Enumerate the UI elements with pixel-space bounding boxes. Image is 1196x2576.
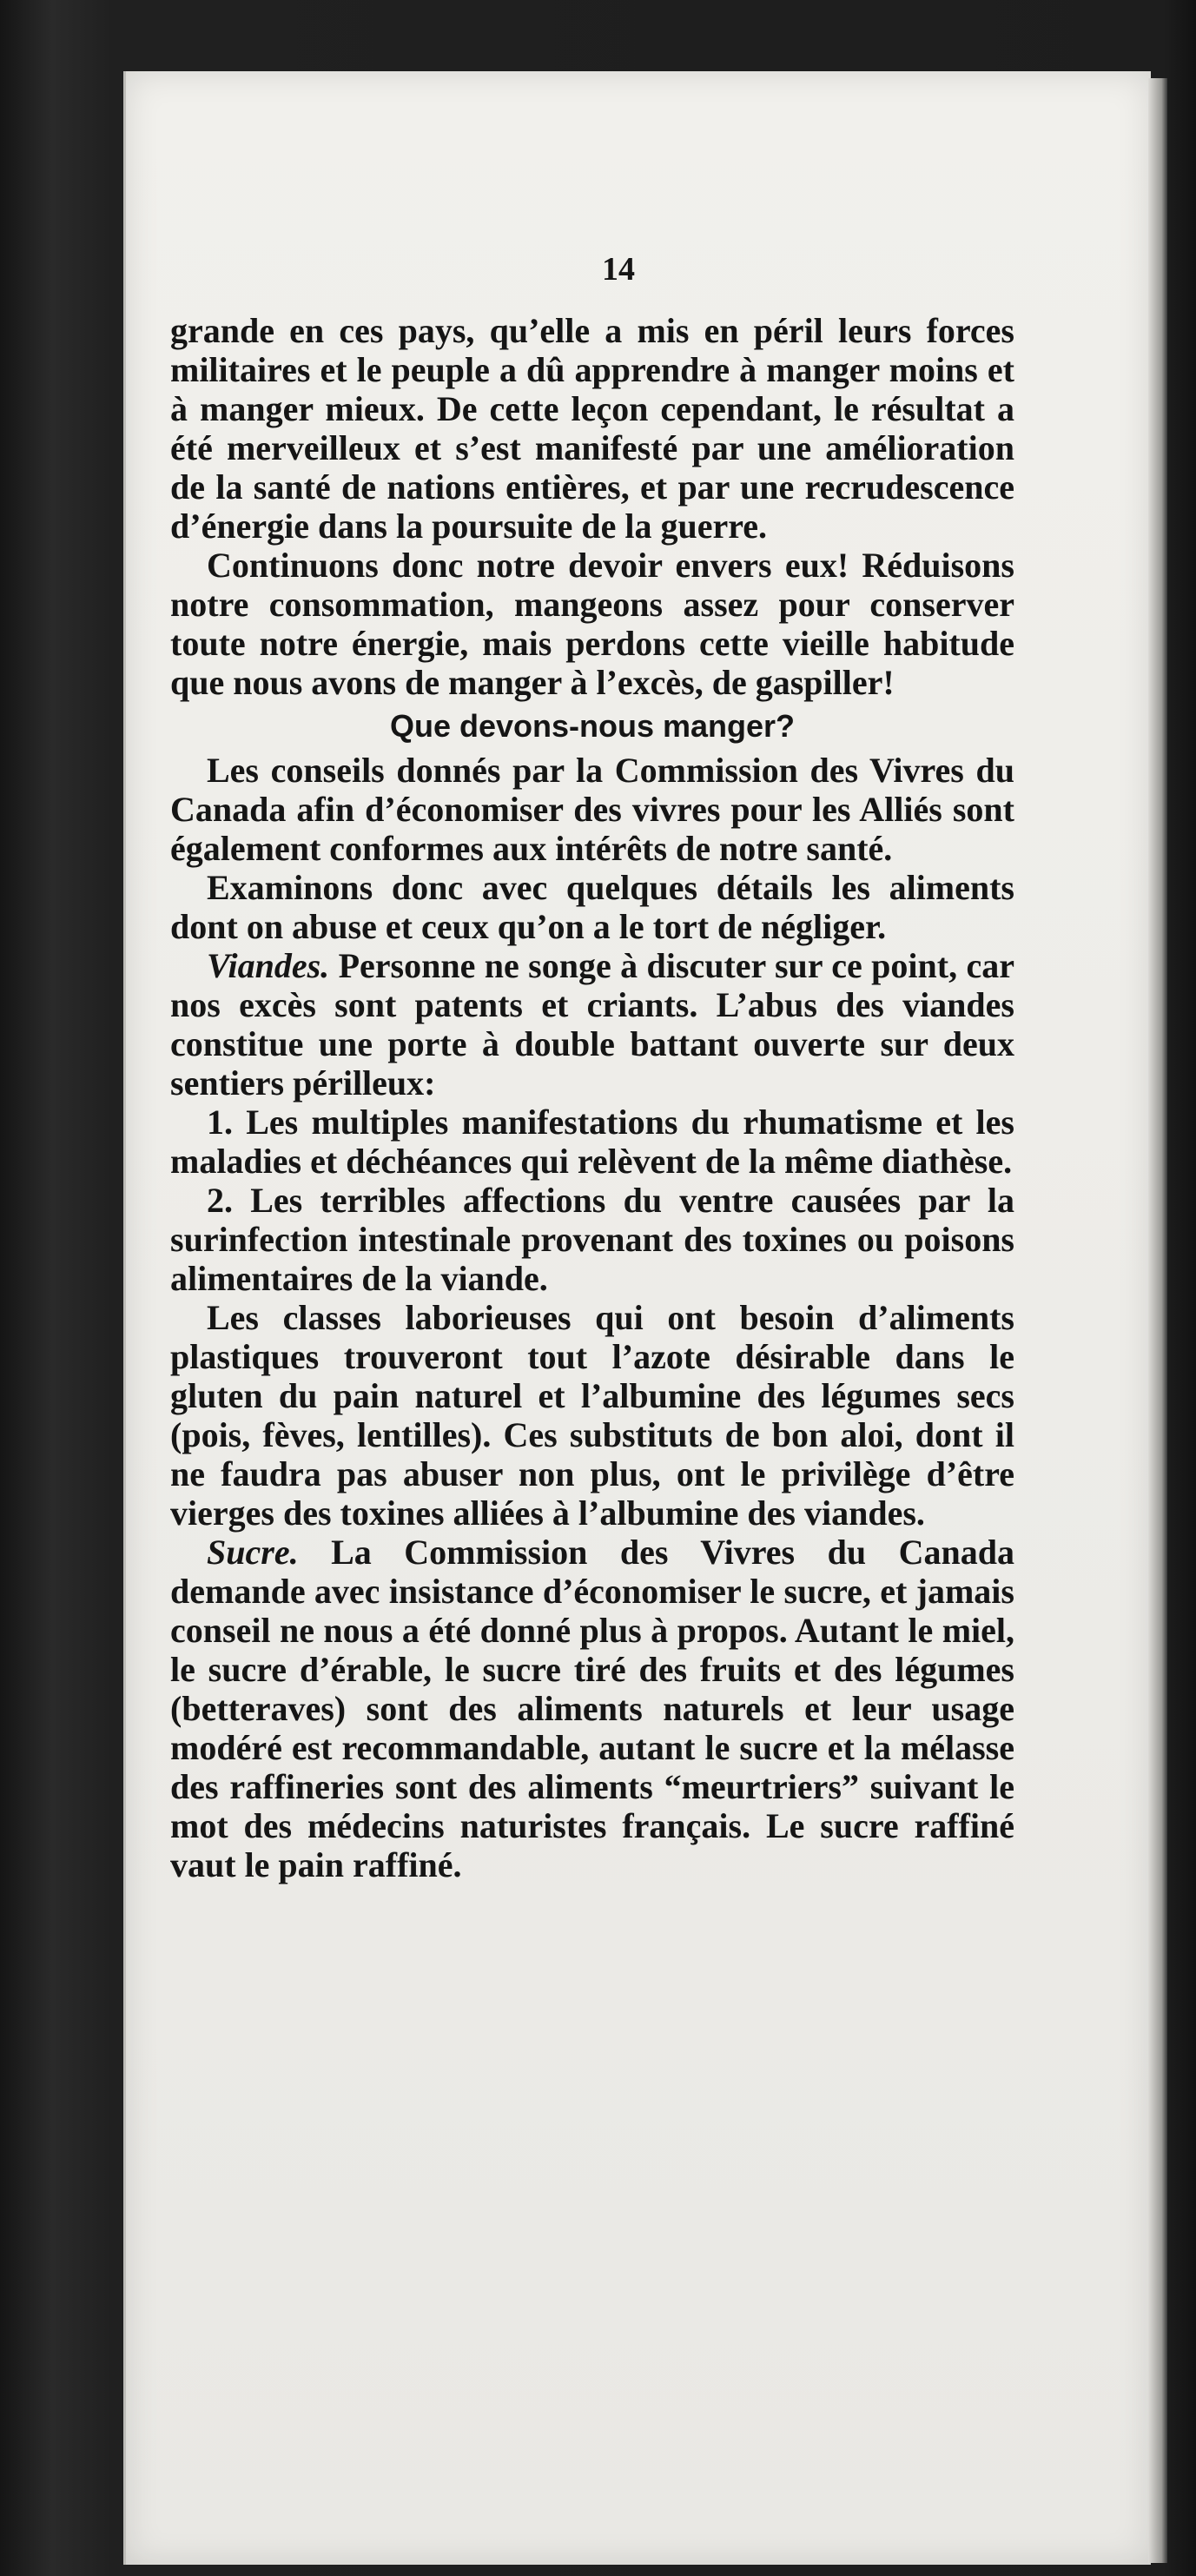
text-column [170, 156, 1014, 1884]
section-heading: Que devons-nous manger? [389, 708, 796, 744]
paragraph-1: grande en ces pays, qu’elle a mis en péril leurs forces militaires et le peuple a dû apprendre à manger moins et à manger mieux. De cette leçon cependant, le résultat a été merveilleux et s’est manifesté par une amélioration de la santé de nations entières, et par une recrudescence d’énergie dans la poursuite de la guerre. [170, 311, 1014, 546]
viandes-lead: Viandes. [207, 946, 330, 985]
paragraph-sucre [170, 1533, 1014, 1884]
paragraph-3: Les conseils donnés par la Commission des Vivres du Canada afin d’économiser des vivres pour les Alliés sont également conformes aux intérêts de notre santé. [170, 751, 1014, 868]
paragraph-2: Continuons donc notre devoir envers eux! Réduisons notre consommation, mangeons assez pour conserver toute notre énergie, mais perdons cette vieille habitude que nous avons de manger à l’excès, de gaspiller! [170, 546, 1014, 702]
list-item-2: 2. Les terribles affections du ventre causées par la surinfection intestinale provenant des toxines ou poisons alimentaires de la viande. [170, 1181, 1014, 1298]
sucre-text: La Commission des Vivres du Canada demande avec insistance d’économiser le sucre, et jamais conseil ne nous a été donné plus à propos. Autant le miel, le sucre d’érable, le sucre tiré des fruits et des légumes (betteraves) sont des aliments naturels et leur usage modéré est recommandable, autant le sucre et la mélasse des raffineries sont des aliments “meurtriers” suivant le mot des médecins naturistes français. Le sucre raffiné vaut le pain raffiné. [170, 1533, 1014, 1884]
paragraph-viandes [170, 946, 1014, 1103]
paragraph-4: Examinons donc avec quelques détails les aliments dont on abuse et ceux qu’on a le tort de négliger. [170, 868, 1014, 946]
page-number: 14 [602, 251, 635, 288]
page-edge [1148, 78, 1167, 2563]
sucre-lead: Sucre. [207, 1533, 299, 1572]
paragraph-6: Les classes laborieuses qui ont besoin d’aliments plastiques trouveront tout l’azote désirable dans le gluten du pain naturel et l’albumine des légumes secs (pois, fèves, lentilles). Ces substituts de bon aloi, dont il ne faudra pas abuser non plus, ont le privilège d’être vierges des toxines alliées à l’albumine des viandes. [170, 1298, 1014, 1533]
viandes-text: Personne ne songe à discuter sur ce point, car nos excès sont patents et criants. L’abus des viandes constitue une porte à double battant ouverte sur deux sentiers périlleux: [170, 946, 1014, 1103]
list-item-1: 1. Les multiples manifestations du rhumatisme et les maladies et déchéances qui relèvent de la même diathèse. [170, 1103, 1014, 1181]
